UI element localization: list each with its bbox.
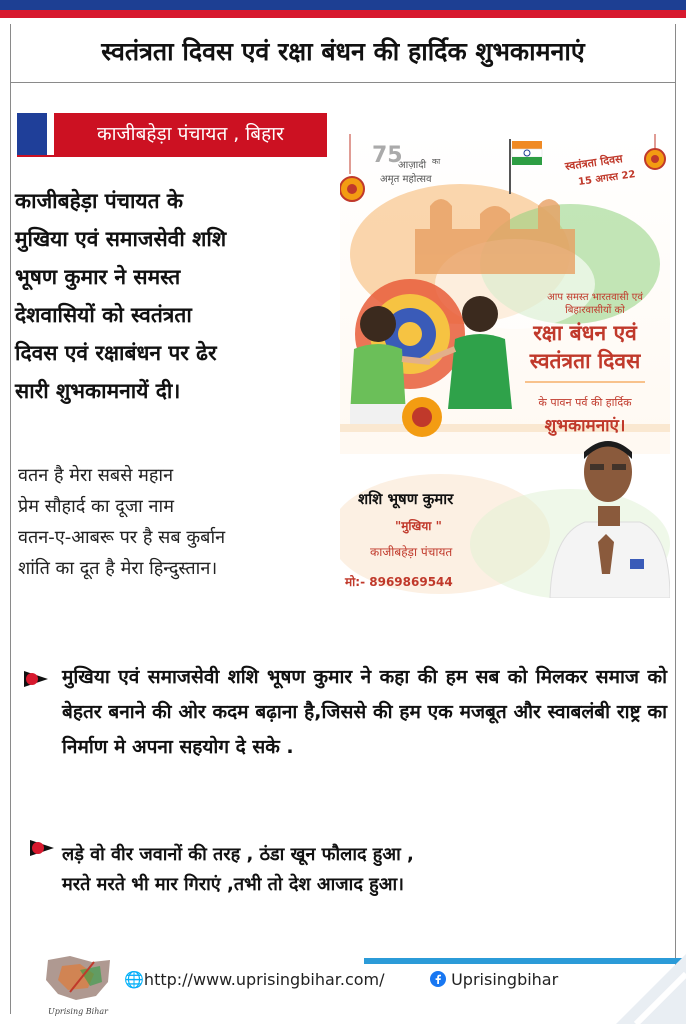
- logo-caption: Uprising Bihar: [48, 1007, 108, 1016]
- poem-line: वतन है मेरा सबसे महान: [18, 465, 174, 486]
- title-divider: [10, 82, 676, 83]
- azadi-number: 75: [372, 143, 403, 168]
- azadi-ka: का: [432, 157, 441, 166]
- bihar-map-icon: [40, 952, 116, 1018]
- location-banner-blue-block: [17, 113, 47, 155]
- intro-line: सारी शुभकामनायें दी।: [15, 379, 181, 403]
- person-name: शशि भूषण कुमार: [358, 490, 454, 508]
- facebook-handle[interactable]: Uprisingbihar: [451, 970, 559, 989]
- globe-icon: 🌐: [124, 970, 144, 989]
- person-phone: मो:- 8969869544: [345, 575, 453, 589]
- greeting-small-1: आप समस्त भारतवासी एवं: [547, 292, 643, 303]
- poem-line: शांति का दूत है मेरा हिन्दुस्तान।: [18, 558, 218, 579]
- verse-line: मरते मरते भी मार गिराएं ,तभी तो देश आजाद हुआ।: [62, 874, 404, 895]
- poem: [18, 460, 338, 584]
- top-stripe-red: [0, 10, 686, 18]
- poem-line: वतन-ए-आबरू पर है सब कुर्बान: [18, 527, 226, 548]
- verse-paragraph: [62, 840, 667, 900]
- poem-line: प्रेम सौहार्द का दूजा नाम: [18, 496, 174, 517]
- day-label: स्वतंत्रता दिवस: [564, 152, 624, 174]
- date-label: 15 अगस्त 22: [577, 169, 637, 189]
- website-link[interactable]: [124, 970, 385, 989]
- intro-line: देशवासियों को स्वतंत्रता: [15, 303, 192, 327]
- greeting-big-1: रक्षा बंधन एवं: [533, 321, 637, 345]
- person-panchayat: काजीबहेड़ा पंचायत: [370, 545, 453, 559]
- poster-artwork: [340, 134, 670, 598]
- page-corner-decoration: [616, 954, 686, 1024]
- intro-line: भूषण कुमार ने समस्त: [15, 265, 181, 289]
- statement-paragraph: मुखिया एवं समाजसेवी शशि भूषण कुमार ने कहा की हम सब को मिलकर समाज को बेहतर बनाने की ओर कदम बढ़ाना है,जिससे की हम एक मजबूत और स्वाबलंबी राष्ट्र का निर्माण मे अपना सहयोग दे सके .: [62, 666, 667, 758]
- location-label: काजीबहेड़ा पंचायत , बिहार: [54, 113, 327, 155]
- bullet-arrow-icon: [28, 838, 56, 858]
- website-url[interactable]: http://www.uprisingbihar.com/: [143, 970, 385, 989]
- facebook-icon: [430, 971, 446, 987]
- person-title: "मुखिया ": [395, 519, 442, 533]
- location-underline: [17, 155, 327, 157]
- bullet-arrow-icon: [22, 669, 50, 689]
- intro-text: [15, 182, 315, 410]
- greeting-big-2: स्वतंत्रता दिवस: [529, 349, 641, 373]
- azadi-line2: अमृत महोत्सव: [380, 174, 432, 185]
- greeting-poster: [340, 134, 670, 598]
- facebook-link[interactable]: [430, 970, 558, 989]
- intro-line: काजीबहेड़ा पंचायत के: [15, 189, 184, 213]
- location-banner: [17, 113, 327, 155]
- top-stripe: [0, 0, 686, 22]
- greeting-small-2: बिहारवासीयों को: [565, 305, 625, 316]
- intro-line: मुखिया एवं समाजसेवी शशि: [15, 227, 227, 251]
- verse-line: लड़े वो वीर जवानों की तरह , ठंडा खून फौलाद हुआ ,: [62, 844, 414, 865]
- azadi-line1: आज़ादी: [398, 160, 427, 171]
- page-title: स्वतंत्रता दिवस एवं रक्षा बंधन की हार्दिक शुभकामनाएं: [101, 37, 585, 66]
- greeting-sub: के पावन पर्व की हार्दिक: [538, 396, 632, 409]
- intro-line: दिवस एवं रक्षाबंधन पर ढेर: [15, 341, 217, 365]
- greeting-wish: शुभकामनाएं।: [544, 416, 626, 436]
- top-stripe-blue: [0, 0, 686, 10]
- uprising-bihar-logo: [40, 952, 116, 1018]
